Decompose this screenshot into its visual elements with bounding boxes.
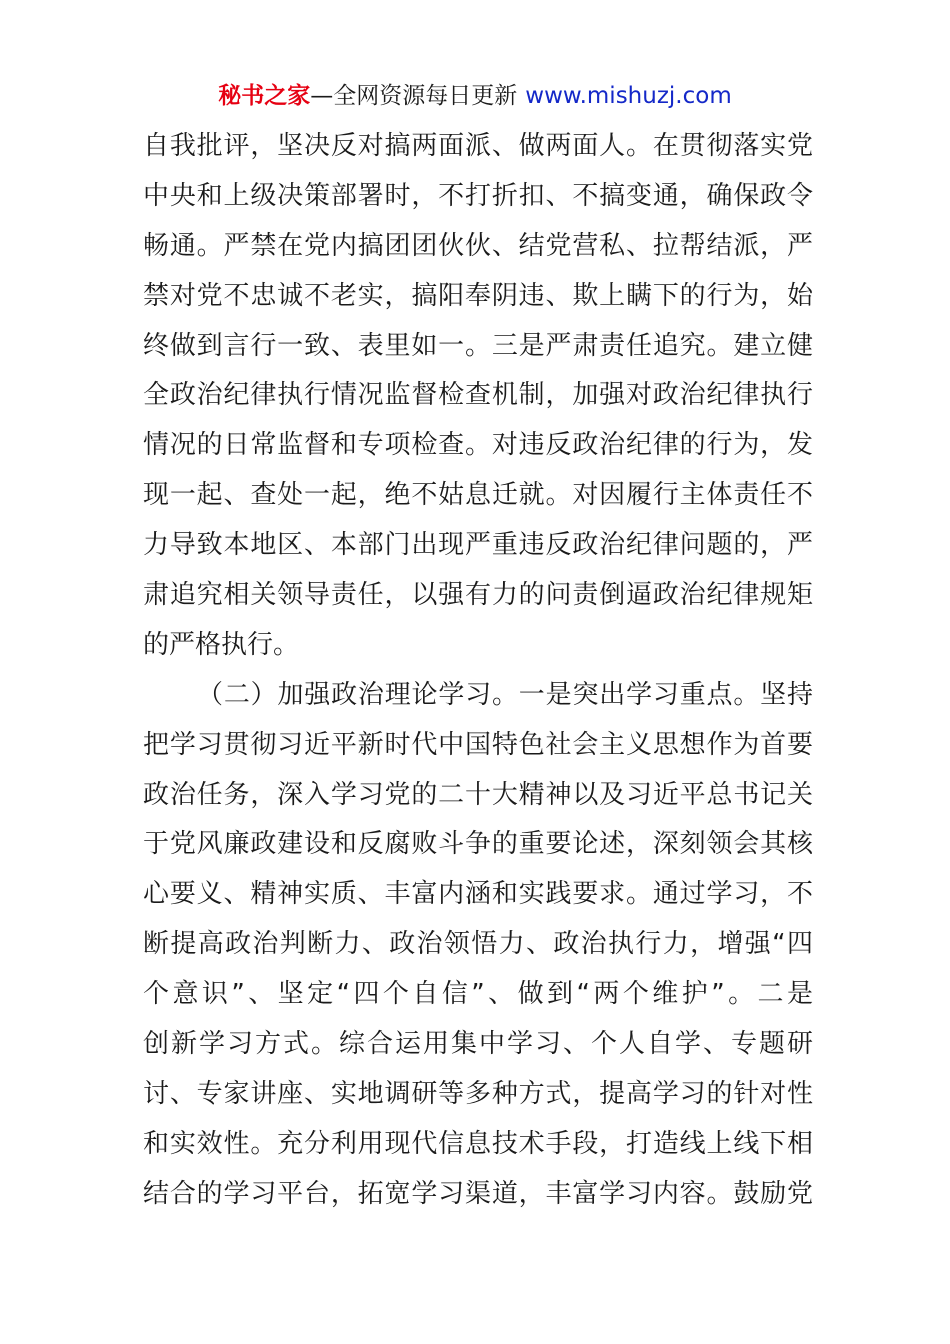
site-header	[0, 80, 950, 112]
text-line: 现一起、查处一起，绝不姑息迁就。对因履行主体责任不	[143, 480, 813, 511]
header-tagline: —全网资源每日更新	[310, 83, 518, 109]
brand-name: 秘书之家	[218, 83, 311, 109]
text-line: 全政治纪律执行情况监督检查机制，加强对政治纪律执行	[143, 380, 813, 411]
text-line: 讨、专家讲座、实地调研等多种方式，提高学习的针对性	[143, 1078, 813, 1109]
text-line: 禁对党不忠诚不老实，搞阳奉阴违、欺上瞒下的行为，始	[143, 280, 813, 311]
text-line: 心要义、精神实质、丰富内涵和实践要求。通过学习，不	[143, 879, 813, 910]
document-body	[143, 122, 813, 1220]
text-line: 的严格执行。	[143, 629, 300, 660]
text-line: 情况的日常监督和专项检查。对违反政治纪律的行为，发	[143, 430, 813, 461]
text-line: 中央和上级决策部署时，不打折扣、不搞变通，确保政令	[143, 180, 813, 211]
text-line: 肃追究相关领导责任，以强有力的问责倒逼政治纪律规矩	[143, 580, 813, 611]
text-line: 畅通。严禁在党内搞团团伙伙、结党营私、拉帮结派，严	[143, 230, 813, 261]
text-line: 自我批评，坚决反对搞两面派、做两面人。在贯彻落实党	[143, 131, 813, 161]
text-line: 力导致本地区、本部门出现严重违反政治纪律问题的，严	[143, 530, 813, 561]
text-line: 把学习贯彻习近平新时代中国特色社会主义思想作为首要	[143, 729, 813, 760]
section-heading-line: （二）加强政治理论学习。一是突出学习重点。坚持	[197, 679, 813, 710]
site-url[interactable]: www.mishuzj.com	[525, 83, 732, 109]
text-line: 终做到言行一致、表里如一。三是严肃责任追究。建立健	[143, 330, 813, 361]
text-line: 断提高政治判断力、政治领悟力、政治执行力，增强“四	[143, 929, 813, 960]
text-line: 于党风廉政建设和反腐败斗争的重要论述，深刻领会其核	[143, 829, 813, 860]
text-line: 个意识”、坚定“四个自信”、做到“两个维护”。二是	[143, 979, 813, 1010]
text-line: 政治任务，深入学习党的二十大精神以及习近平总书记关	[143, 779, 813, 810]
text-line: 和实效性。充分利用现代信息技术手段，打造线上线下相	[143, 1128, 813, 1159]
text-line: 创新学习方式。综合运用集中学习、个人自学、专题研	[143, 1029, 813, 1060]
text-line: 结合的学习平台，拓宽学习渠道，丰富学习内容。鼓励党	[143, 1178, 813, 1209]
